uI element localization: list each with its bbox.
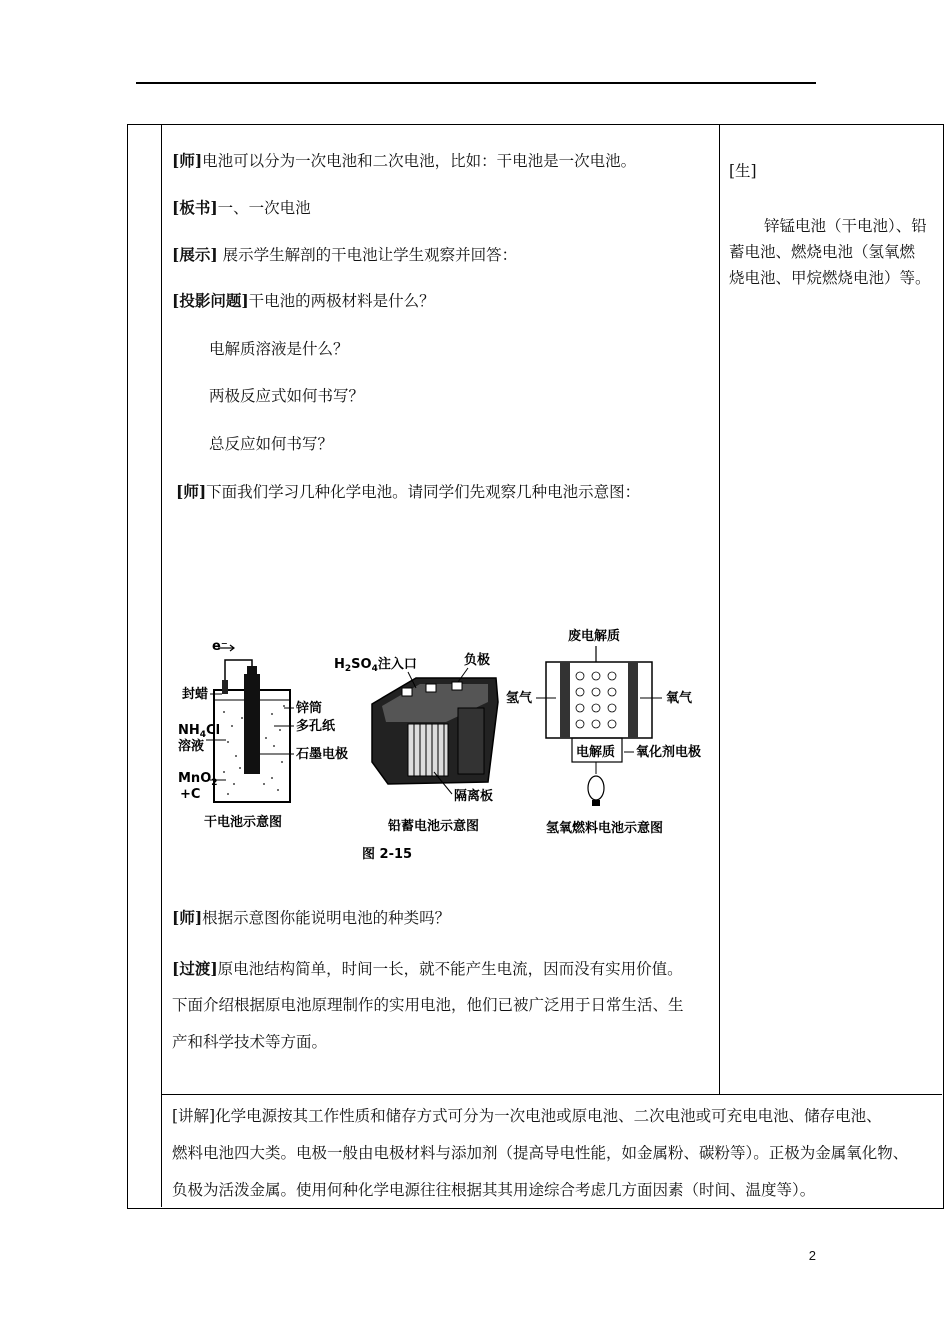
dry-cell-solution-label: 溶液 — [178, 739, 205, 754]
fuel-cell-oxygen-label: 氧气 — [666, 691, 693, 706]
light-bulb-icon — [588, 776, 604, 800]
dry-cell-carbon-label: +C — [180, 787, 201, 802]
student-answer-line2: 蓄电池、燃烧电池（氢氧燃 — [729, 243, 916, 261]
dry-cell-paper-label: 多孔纸 — [296, 719, 336, 734]
fuel-cell-waste-label: 废电解质 — [568, 629, 621, 644]
lead-negative-label: 负极 — [464, 653, 491, 668]
question-electrode-equation: 两极反应式如何书写？ — [209, 387, 365, 405]
figure-caption: 图 2-15 — [362, 847, 413, 862]
paragraph-text: 电池可以分为一次电池和二次电池，比如：干电池是一次电池。 — [202, 152, 637, 170]
tag-teacher: [师] — [172, 908, 203, 927]
battery-diagrams-figure — [176, 622, 716, 872]
paragraph-transition-line1 — [172, 950, 683, 988]
lead-battery-diagram — [334, 652, 498, 834]
tag-transition: [过渡] — [172, 959, 218, 978]
paragraph-teacher-question — [172, 907, 450, 929]
student-answer-line3: 烧电池、甲烷燃烧电池）等。 — [729, 269, 931, 287]
fuel-cell-diagram — [506, 628, 701, 836]
lead-battery-title: 铅蓄电池示意图 — [388, 819, 480, 834]
tag-teacher: [师] — [172, 151, 203, 170]
paragraph-text: 下面我们学习几种化学电池。请同学们先观察几种电池示意图： — [206, 483, 641, 501]
dry-cell-electron-label: e⁻ — [212, 639, 228, 654]
dry-cell-title: 干电池示意图 — [204, 815, 283, 830]
student-answer-line1: 锌锰电池（干电池）、铅 — [764, 217, 927, 235]
dry-cell-zinc-label: 锌筒 — [296, 701, 323, 716]
fuel-cell-title: 氢氧燃料电池示意图 — [546, 821, 664, 836]
paragraph-transition-line3: 产和科学技术等方面。 — [172, 1033, 328, 1051]
fuel-cell-oxidant-electrode-label: 氧化剂电极 — [636, 745, 702, 760]
dry-cell-wax-label: 封蜡 — [182, 687, 209, 702]
page-number: 2 — [808, 1248, 816, 1263]
question-total-reaction: 总反应如何书写？ — [209, 435, 334, 453]
dry-cell-mno2-label: MnO$_2$ — [178, 771, 218, 788]
paragraph-teacher-batteries — [176, 481, 640, 503]
tag-board: [板书] — [172, 198, 218, 217]
lecture-line1: [讲解]化学电源按其工作性质和储存方式可分为一次电池或原电池、二次电池或可充电电池、储存电池、 — [172, 1107, 882, 1125]
paragraph-text: 展示学生解剖的干电池让学生观察并回答： — [217, 246, 518, 264]
student-tag: [生] — [729, 162, 757, 180]
lecture-line2: 燃料电池四大类。电极一般由电极材料与添加剂（提高导电性能，如金属粉、碳粉等）。正极为金属氧化物、 — [172, 1144, 909, 1162]
header-rule — [136, 82, 816, 84]
dry-cell-nh4cl-label: $NH_4Cl$ — [178, 723, 221, 740]
lead-h2so4-inlet-label: $H_2SO_4$注入口 — [334, 657, 417, 674]
dry-cell-diagram — [178, 639, 348, 830]
dry-cell-graphite-label: 石墨电极 — [296, 747, 349, 762]
lecture-line3: 负极为活泼金属。使用何种化学电源往往根据其其用途综合考虑几方面因素（时间、温度等）。 — [172, 1181, 816, 1199]
paragraph-text: 原电池结构简单，时间一长，就不能产生电流，因而没有实用价值。 — [217, 960, 683, 978]
table-col-divider-left — [161, 124, 162, 1207]
lead-separator-label: 隔离板 — [454, 789, 494, 804]
tag-teacher: [师] — [176, 482, 207, 501]
fuel-cell-electrolyte-label: 电解质 — [576, 745, 616, 760]
paragraph-text: 根据示意图你能说明电池的种类吗？ — [202, 909, 451, 927]
paragraph-transition-line2: 下面介绍根据原电池原理制作的实用电池，他们已被广泛用于日常生活、生 — [172, 996, 684, 1014]
table-row-divider — [161, 1094, 942, 1095]
paragraph-text: 一、一次电池 — [217, 199, 311, 217]
table-col-divider-right — [719, 124, 720, 1094]
paragraph-show — [172, 244, 517, 266]
paragraph-board — [172, 197, 311, 219]
tag-projection: [投影问题] — [172, 291, 249, 310]
paragraph-projection — [172, 290, 435, 312]
question-electrolyte: 电解质溶液是什么？ — [209, 340, 349, 358]
paragraph-teacher-intro — [172, 150, 636, 172]
fuel-cell-hydrogen-label: 氢气 — [506, 691, 533, 706]
tag-show: [展示] — [172, 245, 218, 264]
paragraph-text: 干电池的两极材料是什么？ — [248, 292, 435, 310]
